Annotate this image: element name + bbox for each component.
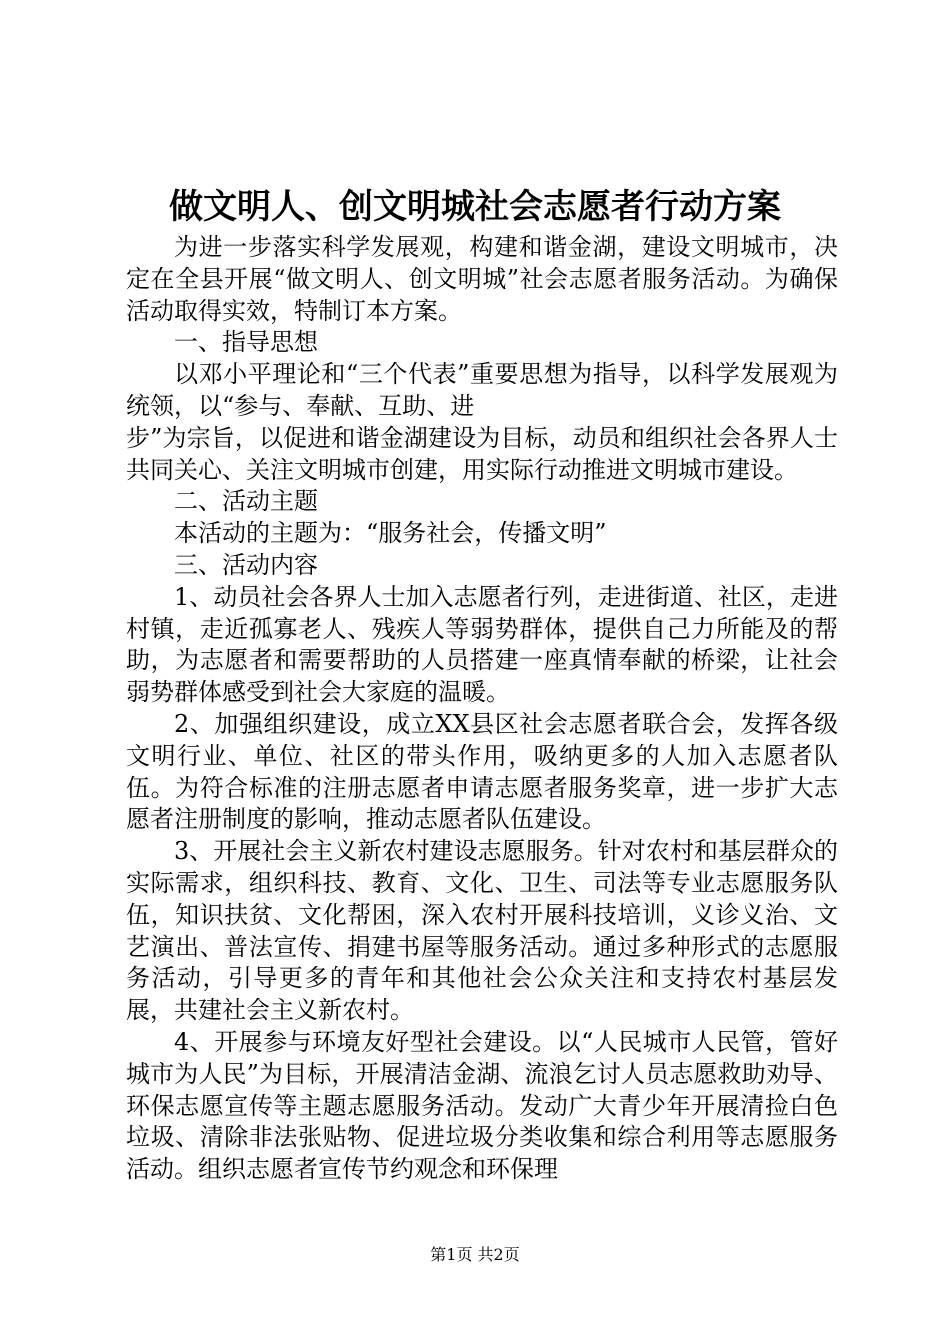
paragraph-guiding-ideology: 以邓小平理论和“三个代表”重要思想为指导，以科学发展观为统领，以“参与、奉献、互助、进 (126, 360, 838, 420)
page-footer: 第1页 共2页 (430, 1245, 520, 1264)
paragraph-content-item-1: 1、动员社会各界人士加入志愿者行列，走进街道、社区，走进村镇，走近孤寡老人、残疾人等弱势群体，提供自己力所能及的帮助，为志愿者和需要帮助的人员搭建一座真情奉献的桥梁，让社会弱势群体感受到社会大家庭的温暖。 (126, 582, 838, 707)
document-body (126, 232, 838, 1186)
document-title: 做文明人、创文明城社会志愿者行动方案 (169, 187, 781, 227)
paragraph-content-item-3: 3、开展社会主义新农村建设志愿服务。针对农村和基层群众的实际需求，组织科技、教育、文化、卫生、司法等专业志愿服务队伍，知识扶贫、文化帮困，深入农村开展科技培训，义诊义治、文艺演出、普法宣传、捐建书屋等服务活动。通过多种形式的志愿服务活动，引导更多的青年和其他社会公众关注和支持农村基层发展，共建社会主义新农村。 (126, 837, 838, 1025)
paragraph-content-item-4: 4、开展参与环境友好型社会建设。以“人民城市人民管，管好城市为人民”为目标，开展清洁金湖、流浪乞讨人员志愿救助劝导、环保志愿宣传等主题志愿服务活动。发动广大青少年开展清捡白色垃圾、清除非法张贴物、促进垃圾分类收集和综合利用等志愿服务活动。组织志愿者宣传节约观念和环保理 (126, 1027, 838, 1184)
heading-guiding-ideology: 一、指导思想 (174, 328, 318, 357)
heading-activity-content: 三、活动内容 (174, 550, 318, 579)
paragraph-content-item-2: 2、加强组织建设，成立XX县区社会志愿者联合会，发挥各级文明行业、单位、社区的带头作用，吸纳更多的人加入志愿者队伍。为符合标准的注册志愿者申请志愿者服务奖章，进一步扩大志愿者注册制度的影响，推动志愿者队伍建设。 (126, 709, 838, 834)
paragraph-guiding-ideology-continued: 步”为宗旨，以促进和谐金湖建设为目标，动员和组织社会各界人士共同关心、关注文明城市创建，用实际行动推进文明城市建设。 (126, 423, 838, 484)
paragraph-intro: 为进一步落实科学发展观，构建和谐金湖，建设文明城市，决定在全县开展“做文明人、创文明城”社会志愿者服务活动。为确保活动取得实效，特制订本方案。 (126, 233, 838, 325)
paragraph-activity-theme: 本活动的主题为：“服务社会，传播文明” (174, 519, 607, 548)
heading-activity-theme: 二、活动主题 (174, 487, 318, 516)
